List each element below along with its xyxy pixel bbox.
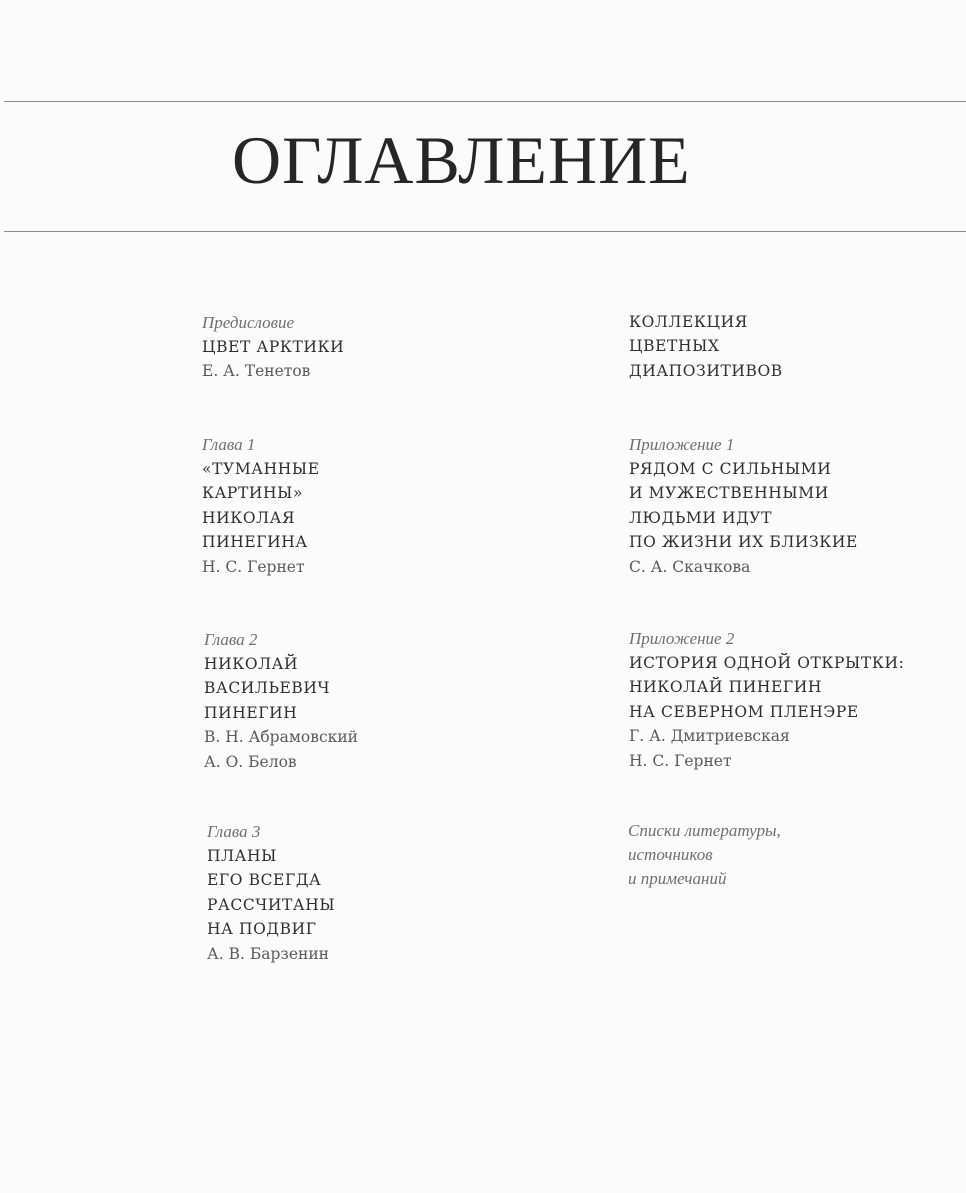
entry-title-line: ЛЮДЬМИ ИДУТ: [629, 508, 773, 527]
author-name: А. В. Барзенин: [207, 944, 330, 963]
entry-title-line: РЯДОМ С СИЛЬНЫМИ: [629, 460, 832, 478]
section-label: Глава 2: [204, 630, 258, 649]
entry-title-line: РАССЧИТАНЫ: [207, 895, 336, 914]
section-label: Глава 1: [202, 435, 256, 454]
page-title: ОГЛАВЛЕНИЕ: [232, 122, 691, 198]
author-name: Н. С. Гернет: [629, 751, 732, 770]
section-label-line: Списки литературы,: [628, 821, 781, 840]
top-rule: [4, 101, 966, 102]
entry-title-line: НИКОЛАЙ ПИНЕГИН: [629, 678, 823, 697]
entry-title-line: КОЛЛЕКЦИЯ: [629, 313, 748, 331]
author-name: Е. А. Тенетов: [202, 362, 311, 381]
entry-title-line: НИКОЛАЯ: [202, 508, 296, 527]
entry-title: [202, 457, 320, 555]
entry-title: [629, 651, 904, 724]
entry-title-line: ИСТОРИЯ ОДНОЙ ОТКРЫТКИ:: [629, 654, 905, 672]
entry-title-line: ЦВЕТ АРКТИКИ: [202, 338, 345, 356]
entry-title-line: ДИАПОЗИТИВОВ: [629, 361, 783, 380]
entry-title: [207, 844, 335, 942]
entry-title: [202, 335, 344, 359]
entry-title-line: НИКОЛАЙ: [204, 655, 299, 673]
entry-title: [629, 457, 858, 555]
entry-title-line: ПИНЕГИН: [204, 703, 298, 722]
entry-title-line: ПЛАНЫ: [207, 847, 277, 865]
entry-title-line: ЕГО ВСЕГДА: [207, 871, 322, 890]
author-name: А. О. Белов: [204, 752, 297, 771]
entry-title-line: ЦВЕТНЫХ: [629, 337, 720, 356]
section-label: Приложение 2: [629, 629, 735, 648]
entry-title-line: ВАСИЛЬЕВИЧ: [204, 679, 331, 698]
author-name: Г. А. Дмитриевская: [629, 727, 790, 746]
entry-title-line: НА ПОДВИГ: [207, 920, 317, 939]
section-label-line: источников: [628, 845, 713, 864]
section-label-line: и примечаний: [628, 869, 727, 888]
entry-title: [204, 652, 358, 725]
entry-title-line: И МУЖЕСТВЕННЫМИ: [629, 484, 829, 503]
entry-title-line: ПО ЖИЗНИ ИХ БЛИЗКИЕ: [629, 533, 858, 552]
entry-title-line: НА СЕВЕРНОМ ПЛЕНЭРЕ: [629, 702, 859, 721]
author-name: В. Н. Абрамовский: [204, 728, 358, 747]
section-label: Глава 3: [207, 822, 261, 841]
entry-title-line: «ТУМАННЫЕ: [202, 460, 320, 478]
author-name: Н. С. Гернет: [202, 557, 305, 576]
entry-title-line: КАРТИНЫ»: [202, 484, 304, 503]
section-label: Предисловие: [202, 313, 295, 332]
entry-title-line: ПИНЕГИНА: [202, 533, 308, 552]
entry-title: [629, 310, 783, 383]
section-label: Приложение 1: [629, 435, 735, 454]
author-name: С. А. Скачкова: [629, 557, 751, 576]
bottom-rule: [4, 231, 966, 232]
